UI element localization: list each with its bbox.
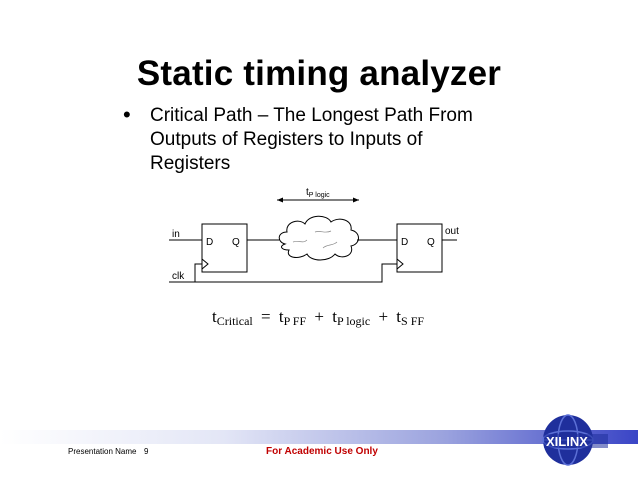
delay-label: $t_{P logic}$ <box>306 187 330 199</box>
ff2-d-label: D <box>401 237 409 248</box>
output-label: out <box>445 226 459 237</box>
bullet-marker: • <box>123 102 131 127</box>
flip-flop-2 <box>397 224 442 272</box>
footer-page-number: 9 <box>144 447 149 456</box>
bullet-text <box>150 104 530 176</box>
bullet-line-1: Critical Path – The Longest Path From <box>150 105 473 126</box>
slide-title: Static timing analyzer <box>136 54 502 93</box>
critical-path-formula: tCritical = tP FF + tP logic + tS FF <box>212 307 425 328</box>
ff1-q-label: Q <box>232 237 240 248</box>
logo-brand-text: XILINX <box>546 434 588 449</box>
footer-presentation-name: Presentation Name <box>68 447 137 456</box>
bullet-line-3: Registers <box>150 153 231 174</box>
footer-academic-notice: For Academic Use Only <box>266 446 378 457</box>
input-label: in <box>172 229 180 240</box>
xilinx-logo <box>540 412 610 472</box>
flip-flop-1 <box>202 224 247 272</box>
ff2-q-label: Q <box>427 237 435 248</box>
clock-label: clk <box>172 271 185 282</box>
bullet-line-2: Outputs of Registers to Inputs of <box>150 129 423 150</box>
timing-diagram <box>127 182 457 332</box>
logic-cloud <box>279 216 358 260</box>
ff1-d-label: D <box>206 237 214 248</box>
